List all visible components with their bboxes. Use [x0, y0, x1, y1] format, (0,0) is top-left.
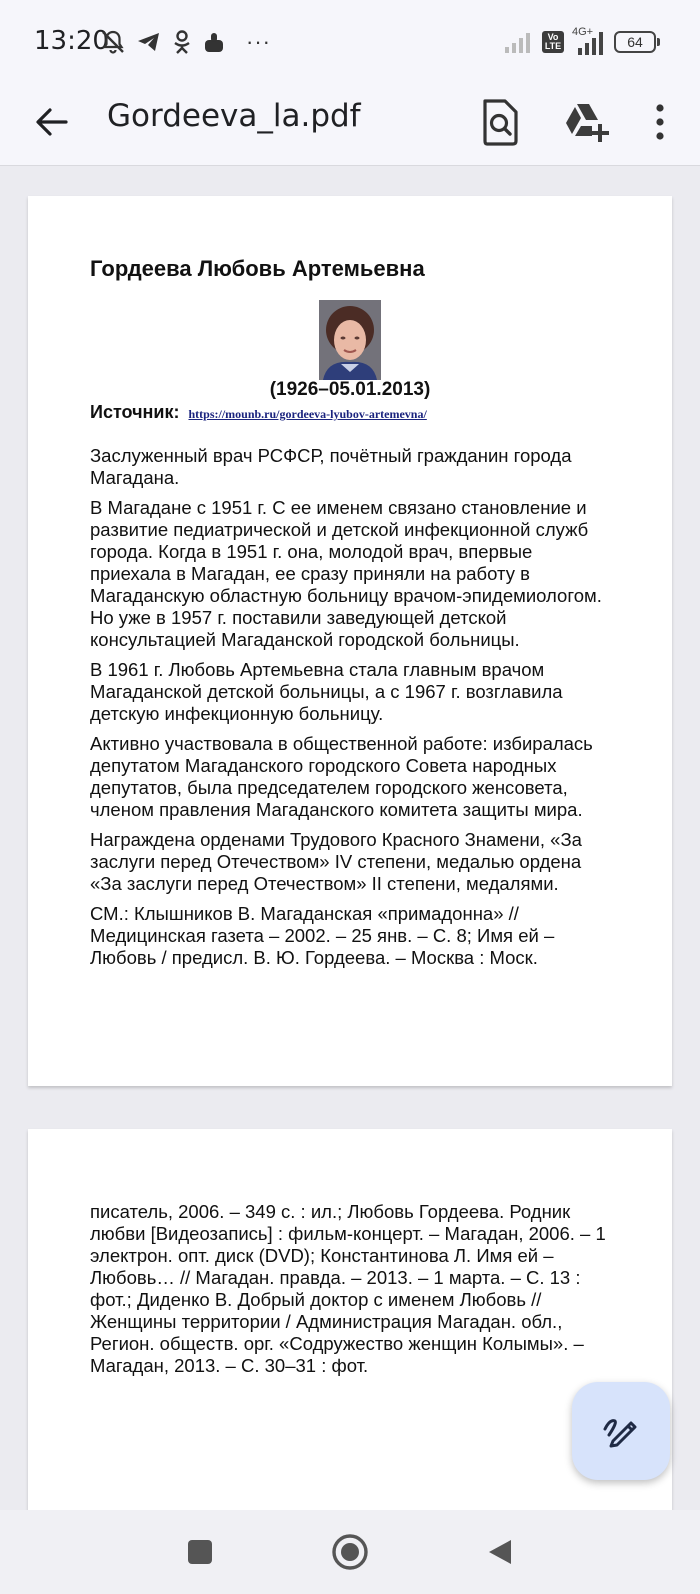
arrow-left-icon	[30, 100, 74, 144]
pdf-page-1[interactable]	[28, 196, 672, 1086]
telegram-icon	[136, 30, 162, 54]
muted-bell-icon	[100, 29, 126, 55]
add-to-drive-button[interactable]	[562, 96, 610, 148]
status-time: 13:20	[34, 26, 109, 56]
more-vert-icon	[646, 96, 674, 148]
body-paragraph: писатель, 2006. – 349 с. : ил.; Любовь Гордеева. Родник любви [Видеозапись] : фильм-концерт. – Магадан, 2006. – 1 электрон. опт. диск (DVD); Константинова Л. Имя ей – Любовь… // Магадан. правда. – 2013. – 1 марта. – С. 13 : фот.; Диденко В. Добрый доктор с именем Любовь // Женщины территории / Администрация Магадан. обл., Регион. обществ. орг. «Содружество женщин Колымы». – Магадан, 2013. – С. 30–31 : фот.	[90, 1201, 606, 1376]
body-paragraph: СМ.: Клышников В. Магаданская «примадонна» // Медицинская газета – 2002. – 25 янв. – С. 8; Имя ей – Любовь / предисл. В. Ю. Гордеева. – Москва : Моск.	[90, 903, 555, 968]
document-title: Гордеева Любовь Артемьевна	[90, 256, 425, 281]
app-notification-icon	[202, 30, 226, 54]
network-type-label: 4G+	[572, 26, 594, 38]
portrait-image	[319, 300, 381, 380]
source-label: Источник:	[90, 402, 180, 422]
square-recents-icon	[186, 1538, 214, 1566]
status-bar	[0, 0, 700, 82]
pdf-viewer[interactable]	[0, 166, 700, 1510]
document-file-name: Gordeeva_la.pdf	[107, 98, 361, 134]
triangle-back-icon	[485, 1537, 515, 1567]
source-link[interactable]: https://mounb.ru/gordeeva-lyubov-artemevna/	[188, 407, 427, 421]
system-icons	[504, 28, 656, 56]
back-button[interactable]	[30, 100, 74, 144]
add-to-drive-icon	[562, 96, 610, 148]
home-button[interactable]	[330, 1532, 370, 1572]
app-bar	[0, 82, 700, 166]
notification-icons	[100, 28, 271, 56]
document-body-page-2	[90, 1201, 612, 1385]
document-body	[90, 445, 612, 977]
system-back-button[interactable]	[480, 1532, 520, 1572]
document-dates: (1926–05.01.2013)	[269, 379, 431, 400]
more-options-button[interactable]	[646, 96, 674, 148]
find-in-document-icon	[476, 96, 524, 148]
signal-weak-icon	[504, 31, 534, 53]
find-in-document-button[interactable]	[476, 96, 524, 148]
annotate-pen-icon	[601, 1411, 641, 1451]
body-paragraph: В 1961 г. Любовь Артемьевна стала главным врачом Магаданской детской больницы, а с 1967 г. возглавила детскую инфекционную больницу.	[90, 659, 563, 724]
battery-indicator: 64	[614, 31, 656, 53]
body-paragraph: Заслуженный врач РСФСР, почётный гражданин города Магадана.	[90, 445, 572, 488]
signal-strong-icon	[572, 28, 606, 56]
annotate-button[interactable]	[572, 1382, 670, 1480]
body-paragraph: Активно участвовала в общественной работе: избиралась депутатом Магаданского городского Совета народных депутатов, была председателем городского женсовета, членом правления Магаданского комитета защиты мира.	[90, 733, 593, 820]
body-paragraph: Награждена орденами Трудового Красного Знамени, «За заслуги перед Отечеством» IV степени, медалью ордена «За заслуги перед Отечеством» II степени, медалями.	[90, 829, 582, 894]
circle-home-icon	[331, 1533, 369, 1571]
portrait-photo	[319, 300, 381, 380]
ok-social-icon	[172, 29, 192, 55]
network-indicator	[572, 28, 606, 56]
more-notifications-indicator: ···	[246, 29, 271, 54]
recents-button[interactable]	[180, 1532, 220, 1572]
navigation-bar	[0, 1510, 700, 1594]
document-source	[90, 402, 427, 423]
body-paragraph: В Магадане с 1951 г. С ее именем связано становление и развитие педиатрической и детской инфекционной служб города. Когда в 1951 г. она, молодой врач, впервые приехала в Магадан, ее сразу приняли на работу в Магаданскую областную больницу врачом-эпидемиологом. Но уже в 1957 г. поставили заведующей детской консультацией Магаданской городской больницы.	[90, 497, 602, 650]
volte-badge: Vo LTE	[542, 31, 564, 53]
